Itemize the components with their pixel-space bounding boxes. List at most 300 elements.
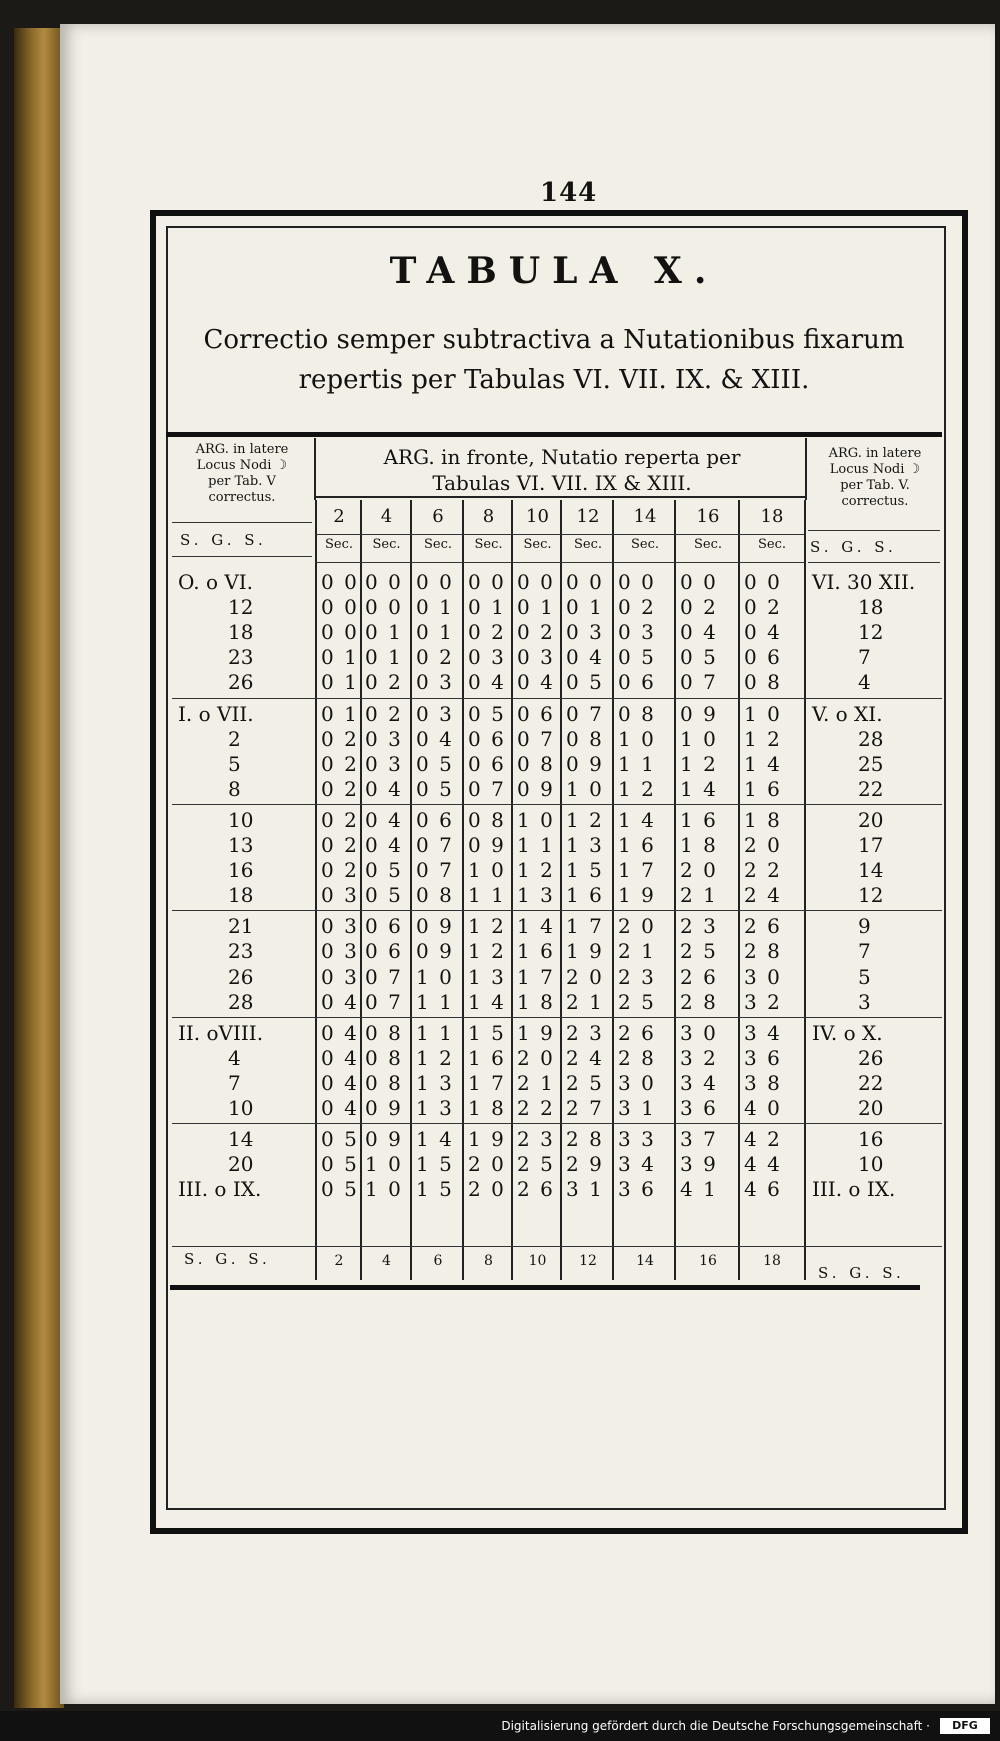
table-cell: 0 3 <box>321 964 359 989</box>
table-cell: 0 1 <box>365 620 403 645</box>
table-cell: 0 6 <box>416 807 454 832</box>
table-cell: 2 1 <box>618 939 656 964</box>
table-cell: 0 9 <box>468 833 506 857</box>
header-rule-fronte <box>315 496 805 498</box>
table-cell: 4 6 <box>744 1177 782 1202</box>
column-unit: Sec. <box>573 537 602 552</box>
table-cell: 1 8 <box>744 807 782 832</box>
table-cell: 2 6 <box>680 964 718 989</box>
table-cell: 2 0 <box>618 914 656 939</box>
table-cell: 0 3 <box>321 914 359 939</box>
subtitle-line-1: Correctio semper subtractiva a Nutationibus fixarum <box>203 325 905 355</box>
table-cell: 0 6 <box>517 701 555 726</box>
table-cell: 2 0 <box>468 1152 506 1177</box>
table-cell: 1 5 <box>416 1152 454 1177</box>
column-number: 2 <box>333 506 345 527</box>
table-cell: 1 4 <box>468 989 506 1014</box>
left-argument-label: 8 <box>228 776 241 801</box>
book-spine <box>14 28 64 1708</box>
right-argument-label: 7 <box>858 645 871 670</box>
table-cell: 0 2 <box>517 620 555 645</box>
table-cell: 0 6 <box>365 939 403 964</box>
table-cell: 2 8 <box>744 939 782 964</box>
right-argument-label: 20 <box>858 807 884 832</box>
table-cell: 1 2 <box>468 914 506 939</box>
right-argument-label: 5 <box>858 964 871 989</box>
table-cell: 1 9 <box>618 883 656 908</box>
table-cell: 0 3 <box>618 620 656 645</box>
table-cell: 0 3 <box>566 620 604 645</box>
left-argument-label: 23 <box>228 939 254 964</box>
left-header-line: Locus Nodi ☽ <box>196 458 288 473</box>
column-unit: Sec. <box>372 537 401 552</box>
table-cell: 0 3 <box>517 645 555 670</box>
header-rule-left <box>172 556 312 557</box>
table-cell: 0 8 <box>365 1070 403 1095</box>
table-cell: 0 2 <box>321 807 359 832</box>
table-cell: 1 2 <box>618 776 656 801</box>
table-cell: 0 2 <box>321 726 359 751</box>
footer-text: Digitalisierung gefördert durch die Deutsche Forschungsgemeinschaft · <box>501 1719 930 1733</box>
right-argument-label: 28 <box>858 726 884 751</box>
column-unit: Sec. <box>474 537 503 552</box>
table-cell: 0 6 <box>744 645 782 670</box>
table-cell: 1 7 <box>618 858 656 883</box>
right-argument-label: V. o XI. <box>812 701 883 726</box>
table-cell: 0 8 <box>618 701 656 726</box>
table-cell: 1 9 <box>468 1127 506 1152</box>
header-rule-left <box>172 522 312 523</box>
table-cell: 1 5 <box>416 1177 454 1202</box>
table-cell: 0 2 <box>416 645 454 670</box>
table-cell: 1 0 <box>416 964 454 989</box>
header-rule-units <box>315 534 805 535</box>
table-cell: 0 9 <box>566 751 604 776</box>
column-unit: Sec. <box>523 537 552 552</box>
table-cell: 0 2 <box>321 858 359 883</box>
left-argument-label: I. o VII. <box>178 701 254 726</box>
left-argument-label: O. o VI. <box>178 570 254 594</box>
table-cell: 0 1 <box>321 645 359 670</box>
table-cell: 2 5 <box>618 989 656 1014</box>
left-argument-label: 16 <box>228 858 254 883</box>
table-cell: 0 0 <box>566 570 604 594</box>
column-unit: Sec. <box>423 537 452 552</box>
table-cell: 1 1 <box>416 1020 454 1045</box>
right-header-line: correctus. <box>841 494 909 509</box>
left-argument-label: 7 <box>228 1070 241 1095</box>
table-cell: 0 8 <box>744 670 782 695</box>
table-cell: 1 3 <box>416 1096 454 1120</box>
table-cell: 0 5 <box>566 670 604 695</box>
table-cell: 0 4 <box>365 776 403 801</box>
group-separator <box>172 698 942 699</box>
table-cell: 0 8 <box>566 726 604 751</box>
table-cell: 3 2 <box>744 989 782 1014</box>
table-cell: 2 0 <box>744 833 782 857</box>
right-argument-label: 22 <box>858 1070 884 1095</box>
table-cell: 1 2 <box>416 1045 454 1070</box>
table-bottom-rule <box>170 1285 920 1290</box>
left-argument-label: 2 <box>228 726 241 751</box>
table-cell: 0 0 <box>321 620 359 645</box>
table-cell: 0 3 <box>365 751 403 776</box>
table-cell: 0 5 <box>321 1177 359 1202</box>
column-number: 14 <box>633 506 657 527</box>
table-cell: 1 0 <box>680 726 718 751</box>
table-cell: 3 2 <box>680 1045 718 1070</box>
table-cell: 4 2 <box>744 1127 782 1152</box>
fronte-header-line: Tabulas VI. VII. IX & XIII. <box>432 471 692 495</box>
table-cell: 3 7 <box>680 1127 718 1152</box>
table-cell: 2 4 <box>566 1045 604 1070</box>
left-argument-label: 26 <box>228 670 254 695</box>
right-argument-header <box>808 446 942 510</box>
table-cell: 2 6 <box>618 1020 656 1045</box>
left-argument-label: 5 <box>228 751 241 776</box>
table-cell: 0 4 <box>680 620 718 645</box>
table-cell: 3 4 <box>744 1020 782 1045</box>
table-cell: 0 1 <box>566 595 604 620</box>
table-cell: 0 6 <box>618 670 656 695</box>
table-cell: 2 3 <box>680 914 718 939</box>
left-sgs-footer: S. G. S. <box>184 1250 271 1268</box>
table-cell: 3 0 <box>680 1020 718 1045</box>
column-unit: Sec. <box>693 537 722 552</box>
table-cell: 0 5 <box>416 751 454 776</box>
table-cell: 1 0 <box>566 776 604 801</box>
table-cell: 1 2 <box>468 939 506 964</box>
table-cell: 0 4 <box>517 670 555 695</box>
table-cell: 0 4 <box>321 1045 359 1070</box>
table-cell: 1 9 <box>566 939 604 964</box>
table-cell: 0 4 <box>321 989 359 1014</box>
right-argument-label: 18 <box>858 595 884 620</box>
column-number-footer: 10 <box>528 1253 547 1269</box>
right-argument-label: 10 <box>858 1152 884 1177</box>
table-cell: 1 7 <box>566 914 604 939</box>
table-cell: 0 8 <box>365 1020 403 1045</box>
table-cell: 0 1 <box>517 595 555 620</box>
column-number-footer: 16 <box>699 1253 717 1269</box>
table-cell: 1 1 <box>618 751 656 776</box>
right-argument-label: 14 <box>858 858 884 883</box>
table-cell: 1 1 <box>468 883 506 908</box>
table-cell: 1 7 <box>517 964 555 989</box>
table-cell: 0 4 <box>468 670 506 695</box>
column-number: 4 <box>380 506 393 527</box>
table-title: TABULA X. <box>389 250 719 292</box>
column-unit: Sec. <box>757 537 786 552</box>
table-cell: 0 5 <box>365 883 403 908</box>
table-cell: 0 5 <box>321 1152 359 1177</box>
right-argument-label: VI. 30 XII. <box>812 570 916 594</box>
right-argument-label: 25 <box>858 751 884 776</box>
table-cell: 1 4 <box>744 751 782 776</box>
page-number: 144 <box>540 178 598 208</box>
table-cell: 0 7 <box>517 726 555 751</box>
left-argument-label: 26 <box>228 964 254 989</box>
table-cell: 0 0 <box>680 570 718 594</box>
table-cell: 1 6 <box>517 939 555 964</box>
table-cell: 0 4 <box>321 1096 359 1120</box>
column-number-footer: 4 <box>382 1253 391 1269</box>
table-cell: 2 8 <box>680 989 718 1014</box>
right-header-line: per Tab. V. <box>840 478 910 493</box>
table-cell: 1 3 <box>468 964 506 989</box>
table-cell: 1 5 <box>468 1020 506 1045</box>
table-cell: 0 8 <box>517 751 555 776</box>
table-cell: 2 4 <box>744 883 782 908</box>
left-argument-label: II. oVIII. <box>178 1020 264 1045</box>
table-cell: 0 5 <box>416 776 454 801</box>
table-cell: 1 2 <box>744 726 782 751</box>
table-cell: 0 2 <box>680 595 718 620</box>
header-rule-right <box>808 530 940 531</box>
table-cell: 0 2 <box>321 833 359 857</box>
table-cell: 3 1 <box>566 1177 604 1202</box>
table-cell: 1 6 <box>566 883 604 908</box>
table-cell: 0 1 <box>416 620 454 645</box>
column-number-footer: 14 <box>636 1253 654 1269</box>
header-rule-units <box>315 562 805 563</box>
table-cell: 0 9 <box>416 914 454 939</box>
table-cell: 2 9 <box>566 1152 604 1177</box>
table-cell: 0 3 <box>468 645 506 670</box>
group-separator <box>172 1017 942 1018</box>
column-divider <box>315 500 317 1280</box>
column-number: 8 <box>482 506 495 527</box>
table-cell: 1 2 <box>517 858 555 883</box>
table-cell: 1 0 <box>468 858 506 883</box>
table-cell: 0 4 <box>744 620 782 645</box>
table-cell: 0 0 <box>618 570 656 594</box>
column-divider <box>804 500 806 1280</box>
table-cell: 0 0 <box>321 570 359 594</box>
table-cell: 1 0 <box>365 1177 403 1202</box>
table-cell: 0 7 <box>365 964 403 989</box>
right-sgs-footer: S. G. S. <box>818 1264 905 1282</box>
table-cell: 2 3 <box>566 1020 604 1045</box>
table-cell: 0 0 <box>365 570 403 594</box>
table-cell: 3 6 <box>744 1045 782 1070</box>
left-argument-label: 28 <box>228 989 254 1014</box>
left-argument-label: 4 <box>228 1045 241 1070</box>
right-argument-label: 20 <box>858 1096 884 1120</box>
column-number-footer: 2 <box>334 1253 344 1269</box>
column-divider <box>314 438 316 500</box>
table-cell: 0 4 <box>566 645 604 670</box>
table-cell: 3 4 <box>680 1070 718 1095</box>
table-cell: 2 3 <box>618 964 656 989</box>
table-cell: 0 0 <box>744 570 782 594</box>
table-cell: 2 1 <box>517 1070 555 1095</box>
table-cell: 3 3 <box>618 1127 656 1152</box>
table-cell: 2 0 <box>468 1177 506 1202</box>
table-cell: 3 9 <box>680 1152 718 1177</box>
table-cell: 0 2 <box>744 595 782 620</box>
table-cell: 1 1 <box>416 989 454 1014</box>
table-cell: 1 4 <box>416 1127 454 1152</box>
table-cell: 4 0 <box>744 1096 782 1120</box>
table-cell: 1 4 <box>517 914 555 939</box>
column-number: 18 <box>760 506 784 527</box>
right-header-line: ARG. in latere <box>828 446 922 461</box>
left-argument-label: 14 <box>228 1127 254 1152</box>
table-cell: 1 3 <box>517 883 555 908</box>
table-cell: 1 2 <box>680 751 718 776</box>
column-number: 12 <box>576 506 600 527</box>
table-cell: 1 8 <box>680 833 718 857</box>
table-cell: 0 0 <box>365 595 403 620</box>
table-cell: 0 6 <box>468 751 506 776</box>
table-cell: 2 0 <box>517 1045 555 1070</box>
column-number-footer: 12 <box>579 1253 597 1269</box>
table-cell: 3 6 <box>618 1177 656 1202</box>
table-cell: 3 0 <box>744 964 782 989</box>
left-sgs-label: S. G. S. <box>180 531 267 549</box>
table-cell: 0 7 <box>680 670 718 695</box>
right-argument-label: 16 <box>858 1127 884 1152</box>
table-cell: 4 4 <box>744 1152 782 1177</box>
table-cell: 0 2 <box>468 620 506 645</box>
table-cell: 0 1 <box>365 645 403 670</box>
table-cell: 0 4 <box>365 807 403 832</box>
table-cell: 0 0 <box>468 570 506 594</box>
right-argument-label: 3 <box>858 989 871 1014</box>
table-cell: 0 6 <box>365 914 403 939</box>
header-rule <box>166 432 942 437</box>
table-cell: 0 2 <box>321 776 359 801</box>
table-cell: 0 8 <box>416 883 454 908</box>
group-separator <box>172 804 942 805</box>
right-argument-label: IV. o X. <box>812 1020 883 1045</box>
table-cell: 0 3 <box>321 883 359 908</box>
left-argument-label: 13 <box>228 833 254 857</box>
subtitle-line-2: repertis per Tabulas VI. VII. IX. & XIII. <box>298 365 810 395</box>
table-cell: 0 4 <box>321 1070 359 1095</box>
table-cell: 0 7 <box>416 858 454 883</box>
table-cell: 1 8 <box>468 1096 506 1120</box>
right-argument-label: 12 <box>858 620 884 645</box>
table-cell: 1 0 <box>744 701 782 726</box>
column-number: 10 <box>526 506 549 527</box>
table-cell: 0 3 <box>365 726 403 751</box>
left-header-line: per Tab. V <box>208 474 276 489</box>
group-separator <box>172 910 942 911</box>
right-argument-label: III. o IX. <box>812 1177 896 1202</box>
left-argument-header <box>172 442 312 506</box>
table-cell: 2 6 <box>744 914 782 939</box>
table-cell: 0 7 <box>416 833 454 857</box>
left-argument-label: 20 <box>228 1152 254 1177</box>
table-cell: 1 3 <box>416 1070 454 1095</box>
column-number-footer: 18 <box>763 1253 781 1269</box>
right-argument-label: 26 <box>858 1045 884 1070</box>
table-cell: 0 5 <box>365 858 403 883</box>
column-divider <box>805 438 807 500</box>
right-argument-label: 12 <box>858 883 884 908</box>
table-cell: 3 1 <box>618 1096 656 1120</box>
table-cell: 1 6 <box>468 1045 506 1070</box>
table-cell: 3 4 <box>618 1152 656 1177</box>
table-cell: 1 6 <box>744 776 782 801</box>
left-argument-label: 12 <box>228 595 254 620</box>
table-cell: 0 7 <box>468 776 506 801</box>
column-unit: Sec. <box>324 537 353 552</box>
table-cell: 2 6 <box>517 1177 555 1202</box>
table-cell: 0 1 <box>321 670 359 695</box>
right-header-line: Locus Nodi ☽ <box>829 462 921 477</box>
table-cell: 0 0 <box>321 595 359 620</box>
table-cell: 0 5 <box>618 645 656 670</box>
table-cell: 2 0 <box>566 964 604 989</box>
left-header-line: correctus. <box>208 490 276 505</box>
header-rule-right <box>808 562 940 563</box>
table-cell: 2 1 <box>680 883 718 908</box>
left-argument-label: III. o IX. <box>178 1177 262 1202</box>
table-cell: 1 0 <box>618 726 656 751</box>
table-cell: 0 4 <box>365 833 403 857</box>
left-argument-label: 10 <box>228 1096 254 1120</box>
table-cell: 0 4 <box>321 1020 359 1045</box>
left-argument-label: 18 <box>228 620 254 645</box>
table-cell: 0 0 <box>517 570 555 594</box>
right-argument-label: 9 <box>858 914 871 939</box>
table-cell: 0 1 <box>321 701 359 726</box>
table-cell: 3 0 <box>618 1070 656 1095</box>
table-cell: 2 0 <box>680 858 718 883</box>
table-cell: 1 4 <box>680 776 718 801</box>
table-cell: 1 8 <box>517 989 555 1014</box>
column-unit: Sec. <box>630 537 659 552</box>
table-cell: 0 9 <box>365 1127 403 1152</box>
left-argument-label: 18 <box>228 883 254 908</box>
table-cell: 1 5 <box>566 858 604 883</box>
table-cell: 0 5 <box>680 645 718 670</box>
column-number: 16 <box>696 506 720 527</box>
column-number-footer: 8 <box>484 1253 493 1269</box>
left-argument-label: 10 <box>228 807 254 832</box>
table-cell: 1 2 <box>566 807 604 832</box>
table-cell: 0 1 <box>468 595 506 620</box>
table-cell: 2 7 <box>566 1096 604 1120</box>
table-cell: 0 8 <box>365 1045 403 1070</box>
table-cell: 2 2 <box>744 858 782 883</box>
table-cell: 1 0 <box>517 807 555 832</box>
table-cell: 3 6 <box>680 1096 718 1120</box>
footer-rule <box>172 1246 942 1247</box>
table-cell: 4 1 <box>680 1177 718 1202</box>
table-cell: 0 6 <box>468 726 506 751</box>
table-cell: 0 3 <box>416 701 454 726</box>
table-cell: 0 0 <box>416 570 454 594</box>
right-sgs-label: S. G. S. <box>810 538 897 556</box>
digitization-footer <box>0 1711 1000 1741</box>
table-cell: 0 2 <box>365 670 403 695</box>
table-cell: 2 5 <box>680 939 718 964</box>
table-cell: 2 5 <box>566 1070 604 1095</box>
column-number-footer: 6 <box>433 1253 443 1269</box>
table-cell: 0 9 <box>517 776 555 801</box>
fronte-header <box>322 444 802 496</box>
right-argument-label: 22 <box>858 776 884 801</box>
right-argument-label: 17 <box>858 833 884 857</box>
table-cell: 1 0 <box>365 1152 403 1177</box>
table-cell: 0 3 <box>321 939 359 964</box>
table-cell: 3 8 <box>744 1070 782 1095</box>
left-argument-label: 23 <box>228 645 254 670</box>
